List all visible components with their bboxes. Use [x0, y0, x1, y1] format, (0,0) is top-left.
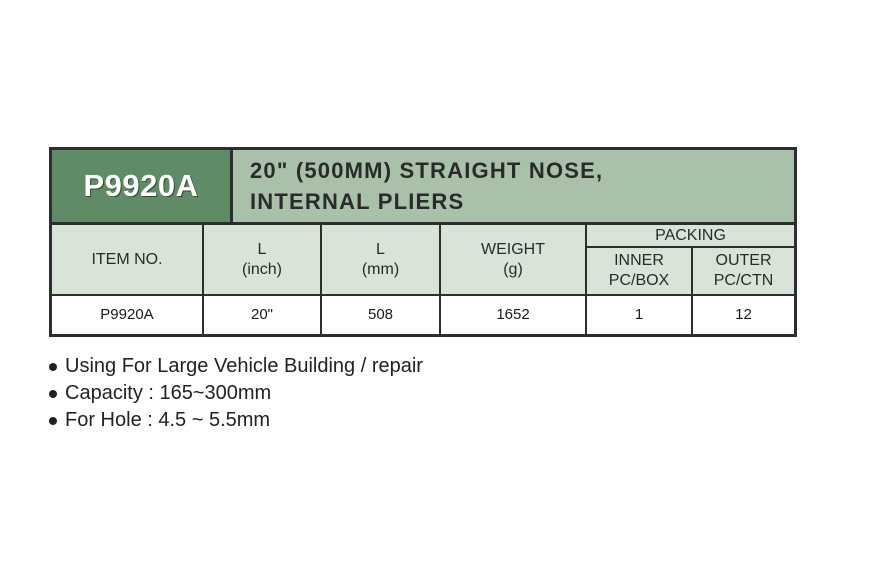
header-length-mm-label: L — [376, 240, 385, 258]
cell-inner: 1 — [586, 295, 692, 334]
header-length-inch-unit: (inch) — [241, 260, 282, 278]
header-length-inch — [203, 225, 321, 295]
feature-list — [49, 353, 423, 434]
header-length-mm-unit: (mm) — [361, 260, 400, 278]
header-length-mm — [321, 225, 440, 295]
spec-header — [52, 150, 794, 225]
bullet-icon — [49, 417, 57, 425]
header-outer-unit: PC/CTN — [713, 272, 774, 289]
header-outer — [692, 247, 794, 295]
spec-table — [52, 225, 794, 334]
bullet-icon — [49, 363, 57, 371]
cell-item-no: P9920A — [52, 295, 203, 334]
header-weight-unit: (g) — [503, 260, 523, 278]
list-item — [49, 407, 423, 434]
product-title-line-1: 20" (500MM) STRAIGHT NOSE, — [250, 158, 604, 183]
header-item-no-label: ITEM NO. — [91, 250, 163, 268]
cell-outer: 12 — [735, 306, 752, 323]
header-inner-label: INNER — [614, 252, 664, 269]
product-title — [233, 150, 794, 222]
table-row — [52, 295, 794, 334]
list-item — [49, 380, 423, 407]
feature-text: Using For Large Vehicle Building / repair — [65, 355, 423, 377]
cell-length-inch: 20" — [203, 295, 321, 334]
header-outer-label: OUTER — [715, 252, 772, 269]
cell-weight: 1652 — [440, 295, 586, 334]
feature-text: For Hole : 4.5 ~ 5.5mm — [65, 409, 271, 431]
cell-length-mm: 508 — [321, 295, 440, 334]
spec-card — [49, 147, 797, 337]
header-weight — [440, 225, 586, 295]
model-number: P9920A — [52, 150, 233, 222]
header-length-inch-label: L — [257, 240, 267, 258]
header-packing: PACKING — [586, 225, 794, 247]
header-weight-label: WEIGHT — [481, 240, 545, 258]
bullet-icon — [49, 390, 57, 398]
header-inner — [586, 247, 692, 295]
list-item — [49, 353, 423, 380]
product-title-line-2: INTERNAL PLIERS — [250, 189, 465, 214]
feature-text: Capacity : 165~300mm — [65, 382, 272, 404]
header-inner-unit: PC/BOX — [608, 272, 670, 289]
header-item-no — [52, 225, 203, 295]
